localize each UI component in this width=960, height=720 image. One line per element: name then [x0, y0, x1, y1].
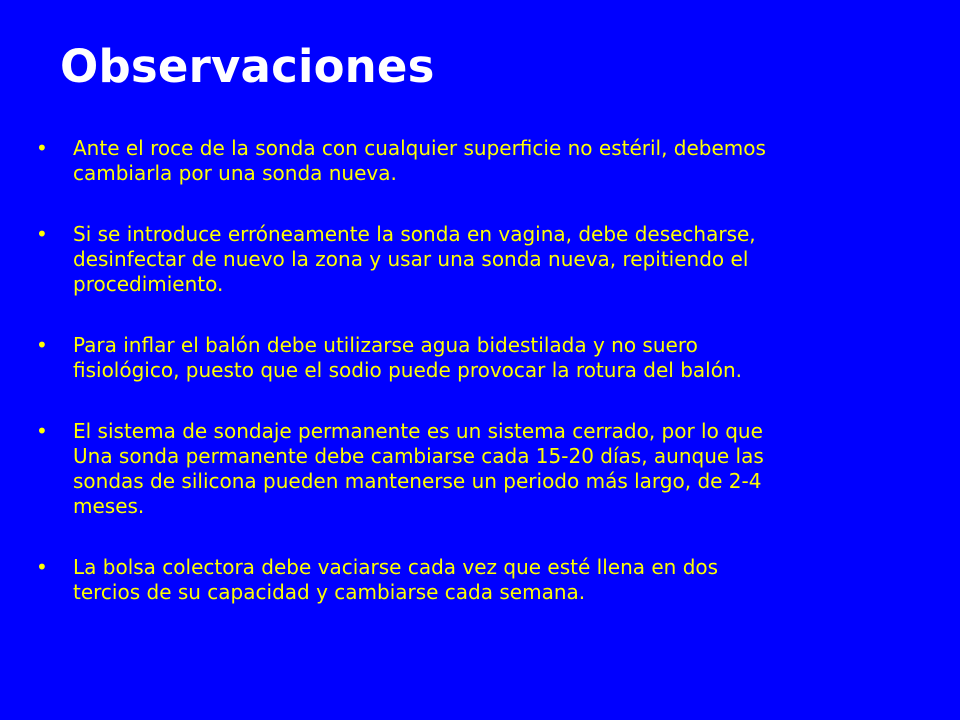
- bullet-text: [73, 136, 916, 186]
- bullet-item: [36, 555, 916, 605]
- bullet-text: [73, 222, 916, 297]
- slide-title: Observaciones: [60, 40, 435, 93]
- bullet-icon: •: [36, 555, 48, 579]
- bullet-icon: •: [36, 222, 48, 246]
- bullet-item: [36, 222, 916, 297]
- bullet-line: La bolsa colectora debe vaciarse cada vez que esté llena en dos: [73, 555, 719, 579]
- bullet-text: [73, 419, 916, 519]
- bullet-line: Si se introduce erróneamente la sonda en vagina, debe desecharse,: [73, 222, 756, 246]
- bullet-line: cambiarla por una sonda nueva.: [73, 161, 397, 185]
- bullet-list: [36, 136, 916, 641]
- bullet-text: [73, 333, 916, 383]
- bullet-line: El sistema de sondaje permanente es un sistema cerrado, por lo que: [73, 419, 763, 443]
- bullet-line: tercios de su capacidad y cambiarse cada semana.: [73, 580, 586, 604]
- bullet-line: fisiológico, puesto que el sodio puede provocar la rotura del balón.: [73, 358, 742, 382]
- bullet-text: [73, 555, 916, 605]
- bullet-icon: •: [36, 333, 48, 357]
- bullet-item: [36, 136, 916, 186]
- bullet-line: desinfectar de nuevo la zona y usar una sonda nueva, repitiendo el: [73, 247, 749, 271]
- bullet-icon: •: [36, 136, 48, 160]
- bullet-line: meses.: [73, 494, 145, 518]
- bullet-item: [36, 333, 916, 383]
- bullet-icon: •: [36, 419, 48, 443]
- bullet-line: Ante el roce de la sonda con cualquier superficie no estéril, debemos: [73, 136, 766, 160]
- bullet-item: [36, 419, 916, 519]
- bullet-line: Para inflar el balón debe utilizarse agua bidestilada y no suero: [73, 333, 698, 357]
- bullet-line: procedimiento.: [73, 272, 224, 296]
- bullet-line: sondas de silicona pueden mantenerse un periodo más largo, de 2-4: [73, 469, 762, 493]
- bullet-line: Una sonda permanente debe cambiarse cada 15-20 días, aunque las: [73, 444, 764, 468]
